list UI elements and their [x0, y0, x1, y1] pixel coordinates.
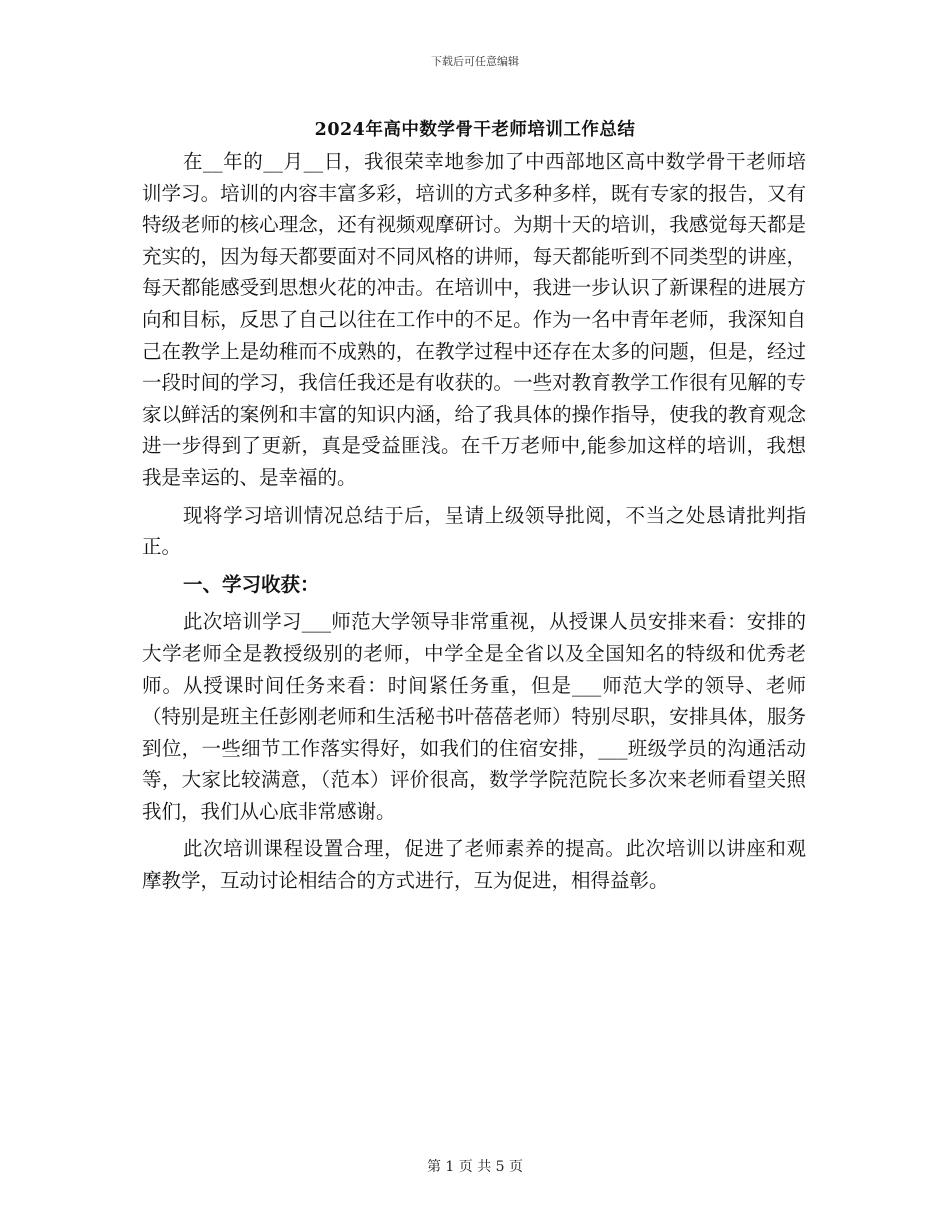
- paragraph-organization: 此次培训学习___师范大学领导非常重视，从授课人员安排来看：安排的大学老师全是教授级别的老师，中学全是全省以及全国知名的特级和优秀老师。从授课时间任务来看：时间紧任务重，但是___师范大学的领导、老师（特别是班主任彭刚老师和生活秘书叶蓓蓓老师）特别尽职，安排具体，服务到位，一些细节工作落实得好，如我们的住宿安排，___班级学员的沟通活动等，大家比较满意，（范本）评价很高，数学学院范院长多次来老师看望关照我们，我们从心底非常感谢。: [142, 610, 806, 823]
- paragraph-submission: 现将学习培训情况总结于后，呈请上级领导批阅，不当之处恳请批判指正。: [142, 503, 806, 559]
- page-number: 第 1 页 共 5 页: [426, 1159, 524, 1175]
- paragraph-intro: 在__年的__月__日，我很荣幸地参加了中西部地区高中数学骨干老师培训学习。培训的内容丰富多彩，培训的方式多种多样，既有专家的报告，又有特级老师的核心理念，还有视频观摩研讨。为期十天的培训，我感觉每天都是充实的，因为每天都要面对不同风格的讲师，每天都能听到不同类型的讲座，每天都能感受到思想火花的冲击。在培训中，我进一步认识了新课程的进展方向和目标，反思了自己以往在工作中的不足。作为一名中青年老师，我深知自己在教学上是幼稚而不成熟的，在教学过程中还存在太多的问题，但是，经过一段时间的学习，我信任我还是有收获的。一些对教育教学工作很有见解的专家以鲜活的案例和丰富的知识内涵，给了我具体的操作指导，使我的教育观念进一步得到了更新，真是受益匪浅。在千万老师中,能参加这样的培训，我想我是幸运的、是幸福的。: [142, 150, 806, 489]
- paragraph-curriculum: 此次培训课程设置合理，促进了老师素养的提高。此次培训以讲座和观摩教学，互动讨论相结合的方式进行，互为促进，相得益彰。: [142, 837, 806, 893]
- document-title: 2024年高中数学骨干老师培训工作总结: [314, 120, 636, 140]
- page-header-note: 下载后可任意编辑: [431, 55, 519, 68]
- document-body: [142, 146, 806, 897]
- section-heading-gains: 一、学习收获：: [182, 572, 320, 596]
